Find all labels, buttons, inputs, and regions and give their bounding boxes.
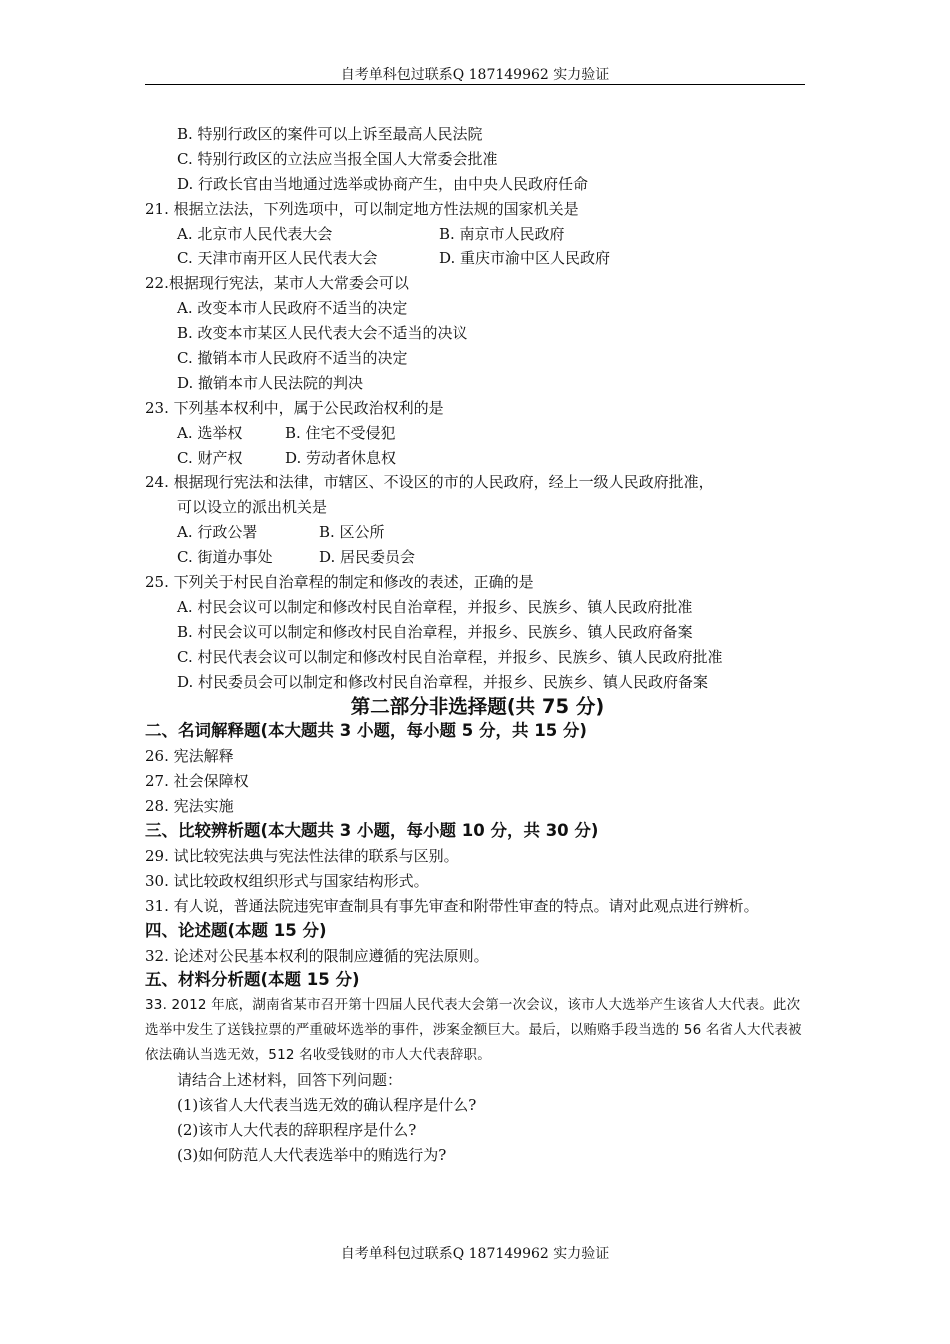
- q28: 28. 宪法实施: [145, 797, 234, 816]
- q27: 27. 社会保障权: [145, 772, 249, 791]
- q21-option-a: A. 北京市人民代表大会: [177, 224, 333, 243]
- q21-option-b: B. 南京市人民政府: [439, 224, 565, 243]
- section2-heading: 二、名词解释题(本大题共 3 小题，每小题 5 分，共 15 分): [145, 721, 587, 741]
- q29: 29. 试比较宪法典与宪法性法律的联系与区别。: [145, 846, 459, 865]
- q20-option-d: D. 行政长官由当地通过选举或协商产生，由中央人民政府任命: [177, 174, 589, 193]
- q22-stem: 22.根据现行宪法，某市人大常委会可以: [145, 274, 409, 293]
- q21-options-row2: [145, 246, 810, 271]
- section5-heading: 五、材料分析题(本题 15 分): [145, 970, 360, 990]
- q20-option-b: B. 特别行政区的案件可以上诉至最高人民法院: [177, 125, 483, 143]
- q21-options-row1: [145, 222, 810, 247]
- section3-heading: 三、比较辨析题(本大题共 3 小题，每小题 10 分，共 30 分): [145, 821, 599, 841]
- section4-heading: 四、论述题(本题 15 分): [145, 920, 327, 940]
- q23-option-c: C. 财产权: [177, 448, 243, 467]
- q21-option-c: C. 天津市南开区人民代表大会: [177, 249, 378, 268]
- q33-sub2: (2)该市人大代表的辞职程序是什么?: [177, 1120, 417, 1139]
- q31: 31. 有人说，普通法院违宪审查制具有事先审查和附带性审查的特点。请对此观点进行辨析。: [145, 896, 759, 915]
- q22-option-b: B. 改变本市某区人民代表大会不适当的决议: [177, 324, 468, 343]
- q24-options-row1: [145, 520, 810, 545]
- q25-option-c: C. 村民代表会议可以制定和修改村民自治章程，并报乡、民族乡、镇人民政府批准: [177, 647, 723, 666]
- q25-option-d: D. 村民委员会可以制定和修改村民自治章程，并报乡、民族乡、镇人民政府备案: [177, 672, 709, 691]
- q24-option-b: B. 区公所: [319, 523, 385, 542]
- q32: 32. 论述对公民基本权利的限制应遵循的宪法原则。: [145, 946, 489, 965]
- page-content: [145, 122, 810, 1168]
- q25-option-a: A. 村民会议可以制定和修改村民自治章程，并报乡、民族乡、镇人民政府批准: [177, 597, 693, 616]
- q21-stem: 21. 根据立法法，下列选项中，可以制定地方性法规的国家机关是: [145, 199, 579, 218]
- q24-options-row2: [145, 545, 810, 570]
- header-rule: [145, 84, 805, 85]
- page-header: 自考单科包过联系Q 187149962 实力验证: [340, 67, 610, 83]
- q23-options-row2: [145, 446, 810, 471]
- page-footer: 自考单科包过联系Q 187149962 实力验证: [340, 1246, 610, 1262]
- q22-option-d: D. 撤销本市人民法院的判决: [177, 373, 364, 392]
- q33-sub1: (1)该省人大代表当选无效的确认程序是什么?: [177, 1095, 477, 1114]
- q33-material: 33. 2012 年底，湖南省某市召开第十四届人民代表大会第一次会议，该市人大选举产生该省人大代表。此次选举中发生了送钱拉票的严重破坏选举的事件，涉案金额巨大。最后，以贿赂手段当选的 56 名省人大代表被依法确认当选无效，512 名收受钱财的市人大代表辞职。: [145, 997, 802, 1064]
- q23-option-a: A. 选举权: [177, 423, 243, 442]
- q21-option-d: D. 重庆市渝中区人民政府: [439, 249, 611, 268]
- q24-stem-line1: 24. 根据现行宪法和法律，市辖区、不设区的市的人民政府，经上一级人民政府批准，: [145, 473, 714, 492]
- q22-option-a: A. 改变本市人民政府不适当的决定: [177, 299, 408, 318]
- q24-option-a: A. 行政公署: [177, 523, 258, 542]
- q25-stem: 25. 下列关于村民自治章程的制定和修改的表述，正确的是: [145, 573, 534, 592]
- q26: 26. 宪法解释: [145, 747, 234, 766]
- q22-option-c: C. 撤销本市人民政府不适当的决定: [177, 349, 408, 368]
- q33-sub3: (3)如何防范人大代表选举中的贿选行为?: [177, 1145, 447, 1164]
- q24-option-d: D. 居民委员会: [319, 548, 416, 567]
- q23-option-d: D. 劳动者休息权: [285, 448, 397, 467]
- q23-stem: 23. 下列基本权利中，属于公民政治权利的是: [145, 398, 444, 417]
- q33-prompt: 请结合上述材料，回答下列问题：: [177, 1071, 403, 1090]
- q24-option-c: C. 街道办事处: [177, 548, 273, 567]
- q23-options-row1: [145, 421, 810, 446]
- q30: 30. 试比较政权组织形式与国家结构形式。: [145, 871, 429, 890]
- q24-stem-line2: 可以设立的派出机关是: [177, 498, 328, 517]
- q25-option-b: B. 村民会议可以制定和修改村民自治章程，并报乡、民族乡、镇人民政府备案: [177, 622, 693, 641]
- q20-option-c: C. 特别行政区的立法应当报全国人大常委会批准: [177, 149, 498, 168]
- part2-title: 第二部分非选择题(共 75 分): [350, 695, 605, 719]
- q23-option-b: B. 住宅不受侵犯: [285, 423, 396, 442]
